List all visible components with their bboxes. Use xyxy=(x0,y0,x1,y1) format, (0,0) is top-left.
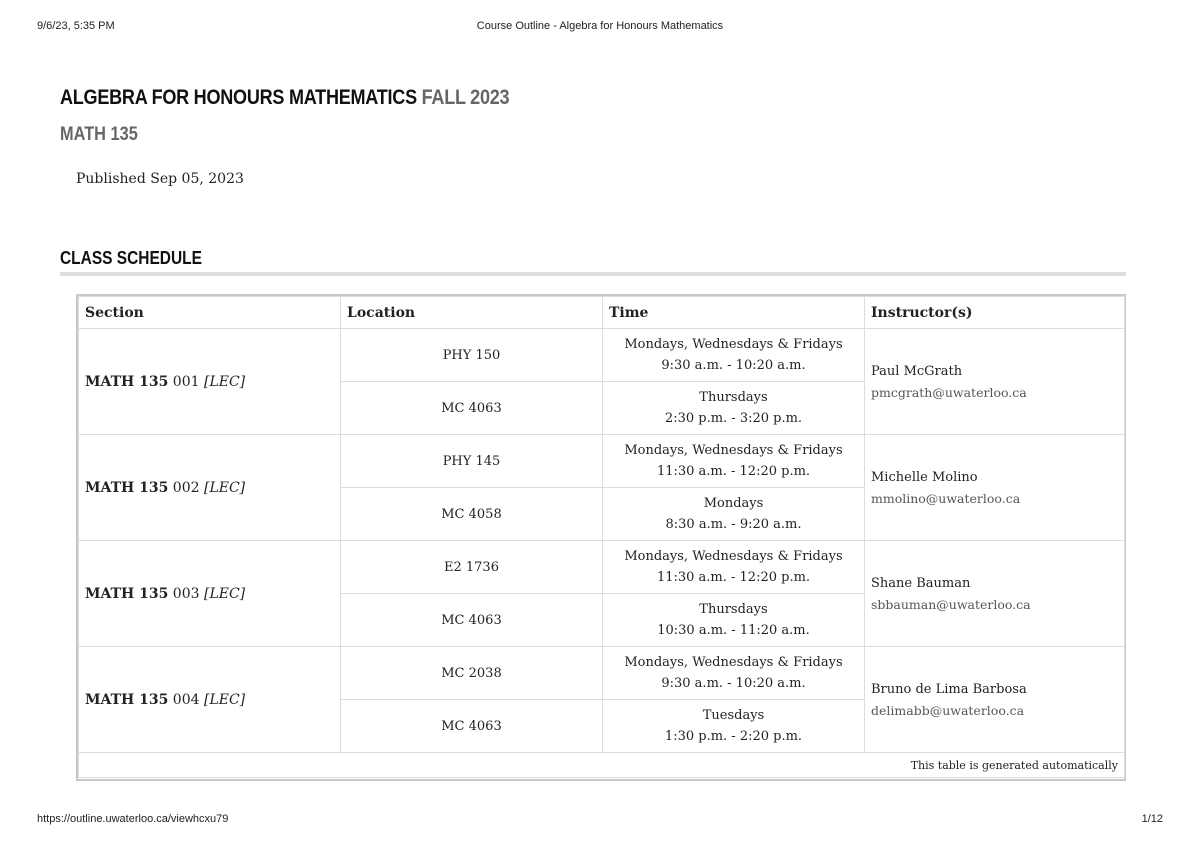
instructor-email-link[interactable]: delimabb@uwaterloo.ca xyxy=(871,702,1025,718)
location-cell: PHY 145 xyxy=(341,435,603,488)
instructor-cell xyxy=(865,647,1125,753)
location-cell: PHY 150 xyxy=(341,329,603,382)
table-row xyxy=(79,329,1125,382)
course-code: MATH 135 xyxy=(60,124,138,145)
meeting-days: Mondays xyxy=(703,496,764,511)
instructor-cell xyxy=(865,329,1125,435)
meeting-time: 11:30 a.m. - 12:20 p.m. xyxy=(656,464,811,479)
table-row xyxy=(79,541,1125,594)
section-cell xyxy=(79,435,341,541)
column-header-instructors: Instructor(s) xyxy=(865,297,1125,329)
table-row xyxy=(79,647,1125,700)
section-course: MATH 135 xyxy=(85,585,169,602)
section-course: MATH 135 xyxy=(85,691,169,708)
time-cell xyxy=(603,647,865,700)
published-date: Published Sep 05, 2023 xyxy=(76,171,244,187)
instructor-email-link[interactable]: sbbauman@uwaterloo.ca xyxy=(871,596,1031,612)
table-footnote-row xyxy=(79,753,1125,778)
meeting-days: Tuesdays xyxy=(702,708,765,723)
course-title xyxy=(60,86,509,110)
print-url: https://outline.uwaterloo.ca/viewhcxu79 xyxy=(37,813,229,825)
instructor-name: Shane Bauman xyxy=(871,575,971,591)
meeting-time: 2:30 p.m. - 3:20 p.m. xyxy=(664,411,803,426)
instructor-name: Bruno de Lima Barbosa xyxy=(871,681,1027,697)
location-cell: MC 4063 xyxy=(341,594,603,647)
meeting-days: Mondays, Wednesdays & Fridays xyxy=(624,655,843,670)
meeting-time: 8:30 a.m. - 9:20 a.m. xyxy=(665,517,802,532)
section-type: [LEC] xyxy=(203,373,246,390)
print-page-title: Course Outline - Algebra for Honours Mathematics xyxy=(476,20,724,32)
location-cell: MC 4058 xyxy=(341,488,603,541)
column-header-time: Time xyxy=(603,297,865,329)
section-cell xyxy=(79,647,341,753)
section-cell xyxy=(79,329,341,435)
schedule-body xyxy=(79,329,1125,753)
column-header-location: Location xyxy=(341,297,603,329)
section-type: [LEC] xyxy=(203,479,246,496)
meeting-time: 1:30 p.m. - 2:20 p.m. xyxy=(664,729,803,744)
location-cell: E2 1736 xyxy=(341,541,603,594)
course-term: FALL 2023 xyxy=(421,86,510,109)
section-cell xyxy=(79,541,341,647)
print-footer xyxy=(37,813,1163,827)
time-cell xyxy=(603,541,865,594)
meeting-time: 9:30 a.m. - 10:20 a.m. xyxy=(661,676,806,691)
section-type: [LEC] xyxy=(203,585,246,602)
meeting-days: Thursdays xyxy=(699,390,768,405)
course-name: ALGEBRA FOR HONOURS MATHEMATICS xyxy=(60,86,417,109)
meeting-time: 11:30 a.m. - 12:20 p.m. xyxy=(656,570,811,585)
time-cell xyxy=(603,594,865,647)
section-type: [LEC] xyxy=(203,691,246,708)
section-course: MATH 135 xyxy=(85,373,169,390)
table-row xyxy=(79,435,1125,488)
meeting-days: Mondays, Wednesdays & Fridays xyxy=(624,443,843,458)
section-number: 002 xyxy=(172,479,200,496)
print-timestamp: 9/6/23, 5:35 PM xyxy=(37,20,115,32)
meeting-days: Thursdays xyxy=(699,602,768,617)
table-header-row xyxy=(79,297,1125,329)
class-schedule-table xyxy=(78,296,1125,778)
time-cell xyxy=(603,700,865,753)
time-cell xyxy=(603,488,865,541)
time-cell xyxy=(603,329,865,382)
meeting-time: 10:30 a.m. - 11:20 a.m. xyxy=(657,623,810,638)
instructor-cell xyxy=(865,541,1125,647)
meeting-days: Mondays, Wednesdays & Fridays xyxy=(624,337,843,352)
time-cell xyxy=(603,435,865,488)
section-number: 004 xyxy=(172,691,200,708)
instructor-name: Michelle Molino xyxy=(871,469,978,485)
time-cell xyxy=(603,382,865,435)
class-schedule-table-container xyxy=(76,294,1126,781)
meeting-days: Mondays, Wednesdays & Fridays xyxy=(624,549,843,564)
print-header xyxy=(37,20,1163,34)
location-cell: MC 2038 xyxy=(341,647,603,700)
section-course: MATH 135 xyxy=(85,479,169,496)
instructor-email-link[interactable]: pmcgrath@uwaterloo.ca xyxy=(871,384,1027,400)
section-number: 001 xyxy=(172,373,200,390)
instructor-cell xyxy=(865,435,1125,541)
meeting-time: 9:30 a.m. - 10:20 a.m. xyxy=(661,358,806,373)
column-header-section: Section xyxy=(79,297,341,329)
heading-divider xyxy=(60,272,1126,276)
location-cell: MC 4063 xyxy=(341,700,603,753)
table-footnote: This table is generated automatically xyxy=(79,753,1125,778)
print-page-number: 1/12 xyxy=(1141,813,1163,825)
location-cell: MC 4063 xyxy=(341,382,603,435)
class-schedule-heading: CLASS SCHEDULE xyxy=(60,248,202,268)
section-number: 003 xyxy=(172,585,200,602)
instructor-name: Paul McGrath xyxy=(871,363,963,379)
instructor-email-link[interactable]: mmolino@uwaterloo.ca xyxy=(871,490,1021,506)
